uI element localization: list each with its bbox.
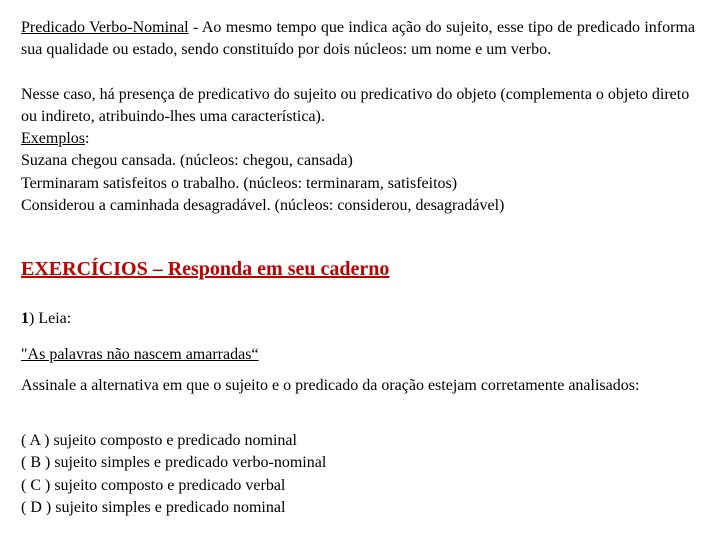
term-predicado-verbo-nominal: Predicado Verbo-Nominal <box>21 19 189 36</box>
example-item: Considerou a caminhada desagradável. (núcleos: considerou, desagradável) <box>21 197 505 215</box>
question-1-header <box>21 308 695 330</box>
option-c: ( C ) sujeito composto e predicado verbal <box>21 476 286 494</box>
option-b: ( B ) sujeito simples e predicado verbo-nominal <box>21 454 327 472</box>
predicativo-paragraph: Nesse caso, há presença de predicativo do sujeito ou predicativo do objeto (complementa o objeto direto ou indireto, atribuindo-lhes uma característica). <box>21 86 690 126</box>
question-number: 1 <box>21 310 29 327</box>
question-instruction: ) Leia: <box>29 310 72 327</box>
quote <box>21 344 695 366</box>
examples-heading: Exemplos <box>21 130 85 147</box>
example-item: Terminaram satisfeitos o trabalho. (núcleos: terminaram, satisfeitos) <box>21 174 458 192</box>
question-prompt: Assinale a alternativa em que o sujeito e o predicado da oração estejam corretamente analisados: <box>21 377 640 394</box>
exercises-title: EXERCÍCIOS – Responda em seu caderno <box>21 258 390 280</box>
quote-text: "As palavras não nascem amarradas“ <box>21 346 259 363</box>
option-d: ( D ) sujeito simples e predicado nominal <box>21 499 286 517</box>
examples-colon: : <box>85 130 90 147</box>
example-item: Suzana chegou cansada. (núcleos: chegou, cansada) <box>21 152 353 170</box>
examples-section <box>21 128 695 218</box>
option-a: ( A ) sujeito composto e predicado nominal <box>21 432 297 449</box>
intro-definition: - Ao mesmo tempo que indica ação do sujeito, esse tipo de predicado informa sua qualidade ou estado, sendo constituído por dois núcleos: um nome e um verbo. <box>21 19 696 59</box>
intro-paragraph <box>21 17 695 62</box>
options-list <box>21 430 695 520</box>
